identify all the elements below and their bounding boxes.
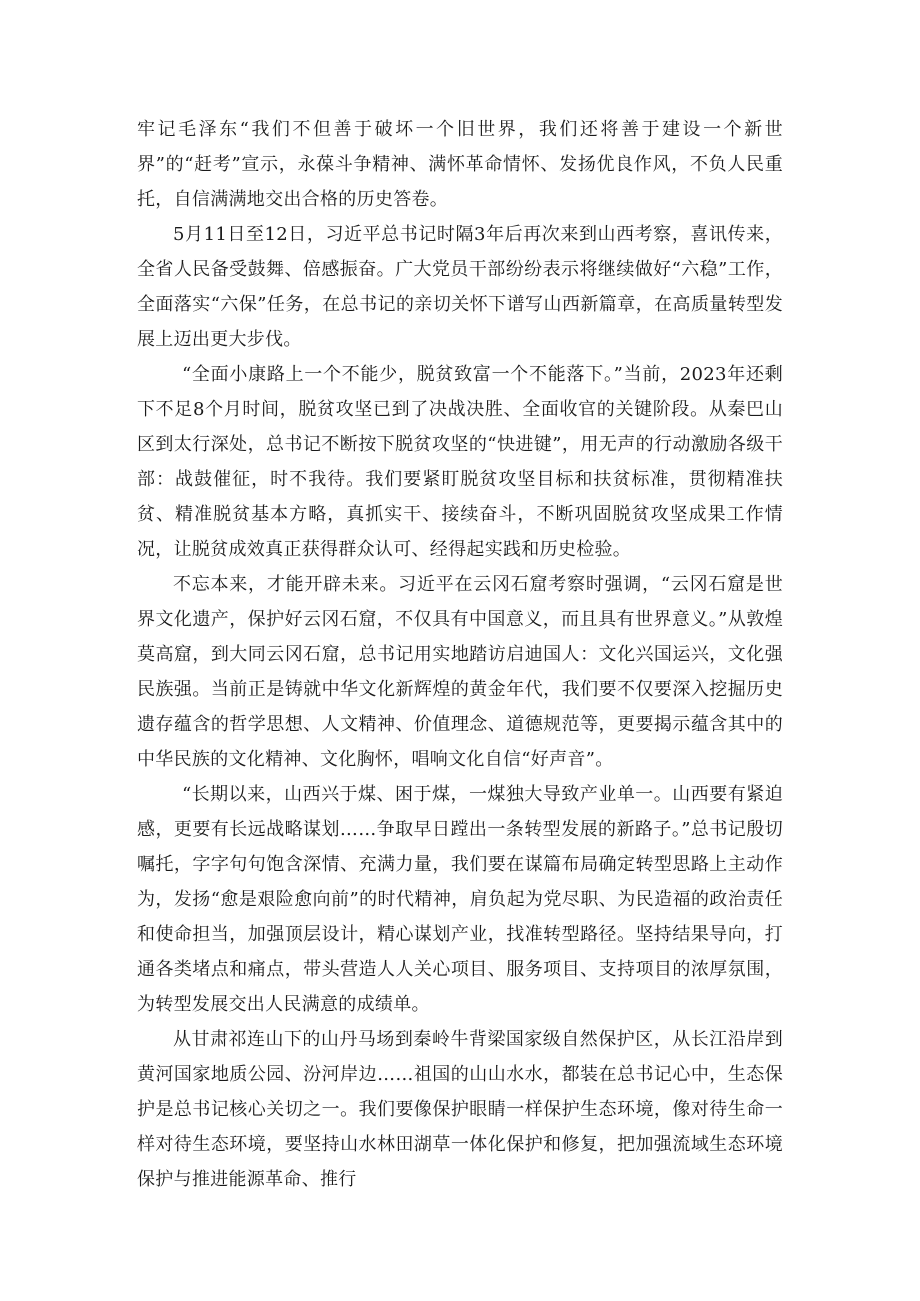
paragraph-4: 不忘本来，才能开辟未来。习近平在云冈石窟考察时强调，“云冈石窟是世界文化遗产，保护好云冈石窟，不仅具有中国意义，而且具有世界意义。”从敦煌莫高窟，到大同云冈石窟，总书记用实地踏访启迪国人：文化兴国运兴，文化强民族强。当前正是铸就中华文化新辉煌的黄金年代，我们要不仅要深入挖掘历史遗存蕴含的哲学思想、人文精神、价值理念、道德规范等，更要揭示蕴含其中的中华民族的文化精神、文化胸怀，唱响文化自信“好声音”。 bbox=[137, 574, 783, 770]
paragraph-5: “长期以来，山西兴于煤、困于煤，一煤独大导致产业单一。山西要有紧迫感，更要有长远战略谋划……争取早日蹚出一条转型发展的新路子。”总书记殷切嘱托，字字句句饱含深情、充满力量，我们要在谋篇布局确定转型思路上主动作为，发扬“愈是艰险愈向前”的时代精神，肩负起为党尽职、为民造福的政治责任和使命担当，加强顶层设计，精心谋划产业，找准转型路径。坚持结果导向，打通各类堵点和痛点，带头营造人人关心项目、服务项目、支持项目的浓厚氛围，为转型发展交出人民满意的成绩单。 bbox=[137, 784, 783, 1015]
paragraph-6: 从甘肃祁连山下的山丹马场到秦岭牛背梁国家级自然保护区，从长江沿岸到黄河国家地质公园、汾河岸边……祖国的山山水水，都装在总书记心中，生态保护是总书记核心关切之一。我们要像保护眼睛一样保护生态环境，像对待生命一样对待生态环境，要坚持山水林田湖草一体化保护和修复，把加强流域生态环境保护与推进能源革命、推行 bbox=[137, 1029, 783, 1190]
document-body bbox=[137, 112, 783, 1197]
paragraph-2: 5月11日至12日，习近平总书记时隔3年后再次来到山西考察，喜讯传来，全省人民备受鼓舞、倍感振奋。广大党员干部纷纷表示将继续做好“六稳”工作，全面落实“六保”任务，在总书记的亲切关怀下谱写山西新篇章，在高质量转型发展上迈出更大步伐。 bbox=[137, 224, 783, 350]
paragraph-3: “全面小康路上一个不能少，脱贫致富一个不能落下。”当前，2023年还剩下不足8个月时间，脱贫攻坚已到了决战决胜、全面收官的关键阶段。从秦巴山区到太行深处，总书记不断按下脱贫攻坚的“快进键”，用无声的行动激励各级干部：战鼓催征，时不我待。我们要紧盯脱贫攻坚目标和扶贫标准，贯彻精准扶贫、精准脱贫基本方略，真抓实干、接续奋斗，不断巩固脱贫攻坚成果工作情况，让脱贫成效真正获得群众认可、经得起实践和历史检验。 bbox=[137, 364, 783, 560]
paragraph-1: 牢记毛泽东“我们不但善于破坏一个旧世界，我们还将善于建设一个新世界”的“赶考”宣示，永葆斗争精神、满怀革命情怀、发扬优良作风，不负人民重托，自信满满地交出合格的历史答卷。 bbox=[137, 119, 783, 210]
